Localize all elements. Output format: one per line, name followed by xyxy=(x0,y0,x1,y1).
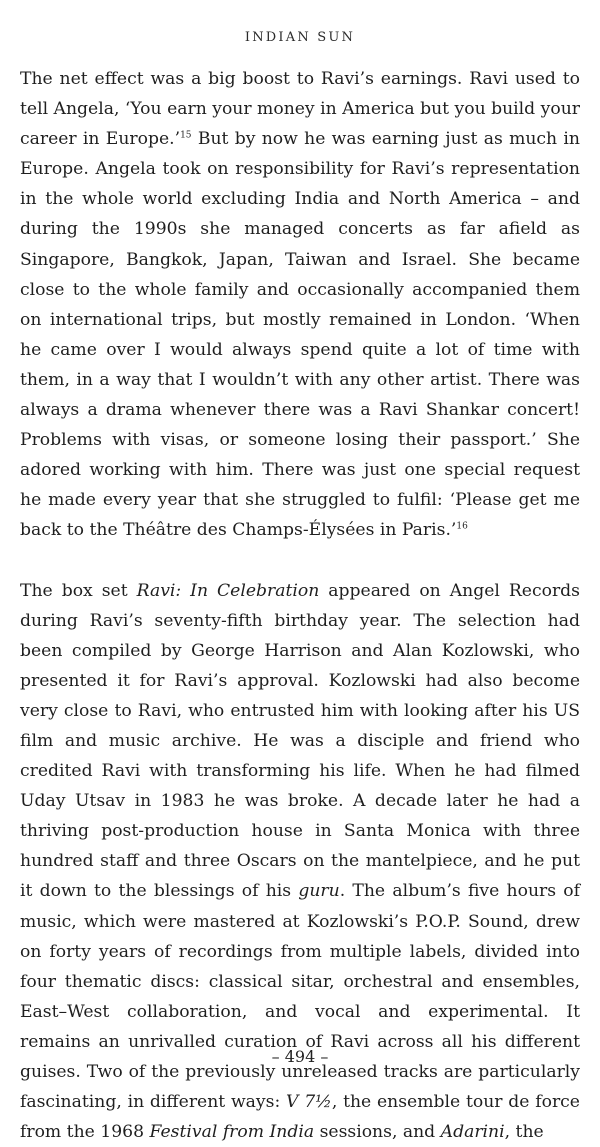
paragraph-text: , the ensemble tour de force from the 1968 xyxy=(20,1092,580,1142)
paragraph-text: The box set xyxy=(20,581,137,601)
paragraph-text: . The album’s five hours of music, which were mastered at Kozlowski’s P.O.P. Sound, drew on forty years of recordings from multiple labels, divided into four thematic discs: classical sitar, orchestral and ensembles, East–West collaboration, and vocal and experimental. It remains an unrivalled curation of Ravi across all his different guises. Two of the previously unreleased tracks are particularly fascinating, in different ways: xyxy=(20,881,580,1112)
footnote-marker: 16 xyxy=(456,522,467,532)
track-title: V 7½ xyxy=(286,1092,332,1112)
paragraph-text: sessions, and xyxy=(314,1122,441,1142)
paragraph-text: , the xyxy=(505,1122,544,1142)
paragraph-text: appeared on Angel Records during Ravi’s seventy-fifth birthday year. The selection had been compiled by George Harrison and Alan Kozlowski, who presented it for Ravi’s approval. Kozlowski had also become very close to Ravi, who entrusted him with looking after his US film and music archive. He was a disciple and friend who credited Ravi with transforming his life. When he had filmed Uday Utsav in 1983 he was broke. A decade later he had a thriving post-production house in Santa Monica with three hundred staff and three Oscars on the mantelpiece, and he put it down to the blessings of his xyxy=(20,581,580,902)
paragraph-earnings xyxy=(20,64,580,546)
paragraph-text: The net effect was a big boost to Ravi’s earnings. Ravi used to tell Angela, ‘You earn your money in America but you build your career in Europe.’ xyxy=(20,69,580,149)
running-head: INDIAN SUN xyxy=(20,30,580,45)
book-page xyxy=(20,0,580,1080)
footnote-marker: 15 xyxy=(180,130,191,140)
page-number: – 494 – xyxy=(20,1047,580,1066)
track-title: Adarini xyxy=(441,1122,505,1142)
italic-term: guru xyxy=(298,881,339,901)
album-title: Festival from India xyxy=(150,1122,315,1142)
paragraph-text: But by now he was earning just as much in Europe. Angela took on responsibility for Ravi’s representation in the whole world excluding India and North America – and during the 1990s she managed concerts as far afield as Singapore, Bangkok, Japan, Taiwan and Israel. She became close to the whole family and occasionally accompanied them on international trips, but mostly remained in London. ‘When he came over I would always spend quite a lot of time with them, in a way that I wouldn’t with any other artist. There was always a drama whenever there was a Ravi Shankar concert! Problems with visas, or someone losing their passport.’ She adored working with him. There was just one special request he made every year that she struggled to fulfil: ‘Please get me back to the Théâtre des Champs-Élysées in Paris.’ xyxy=(20,129,580,540)
body-text xyxy=(20,64,580,1147)
album-title: Ravi: In Celebration xyxy=(137,581,320,601)
